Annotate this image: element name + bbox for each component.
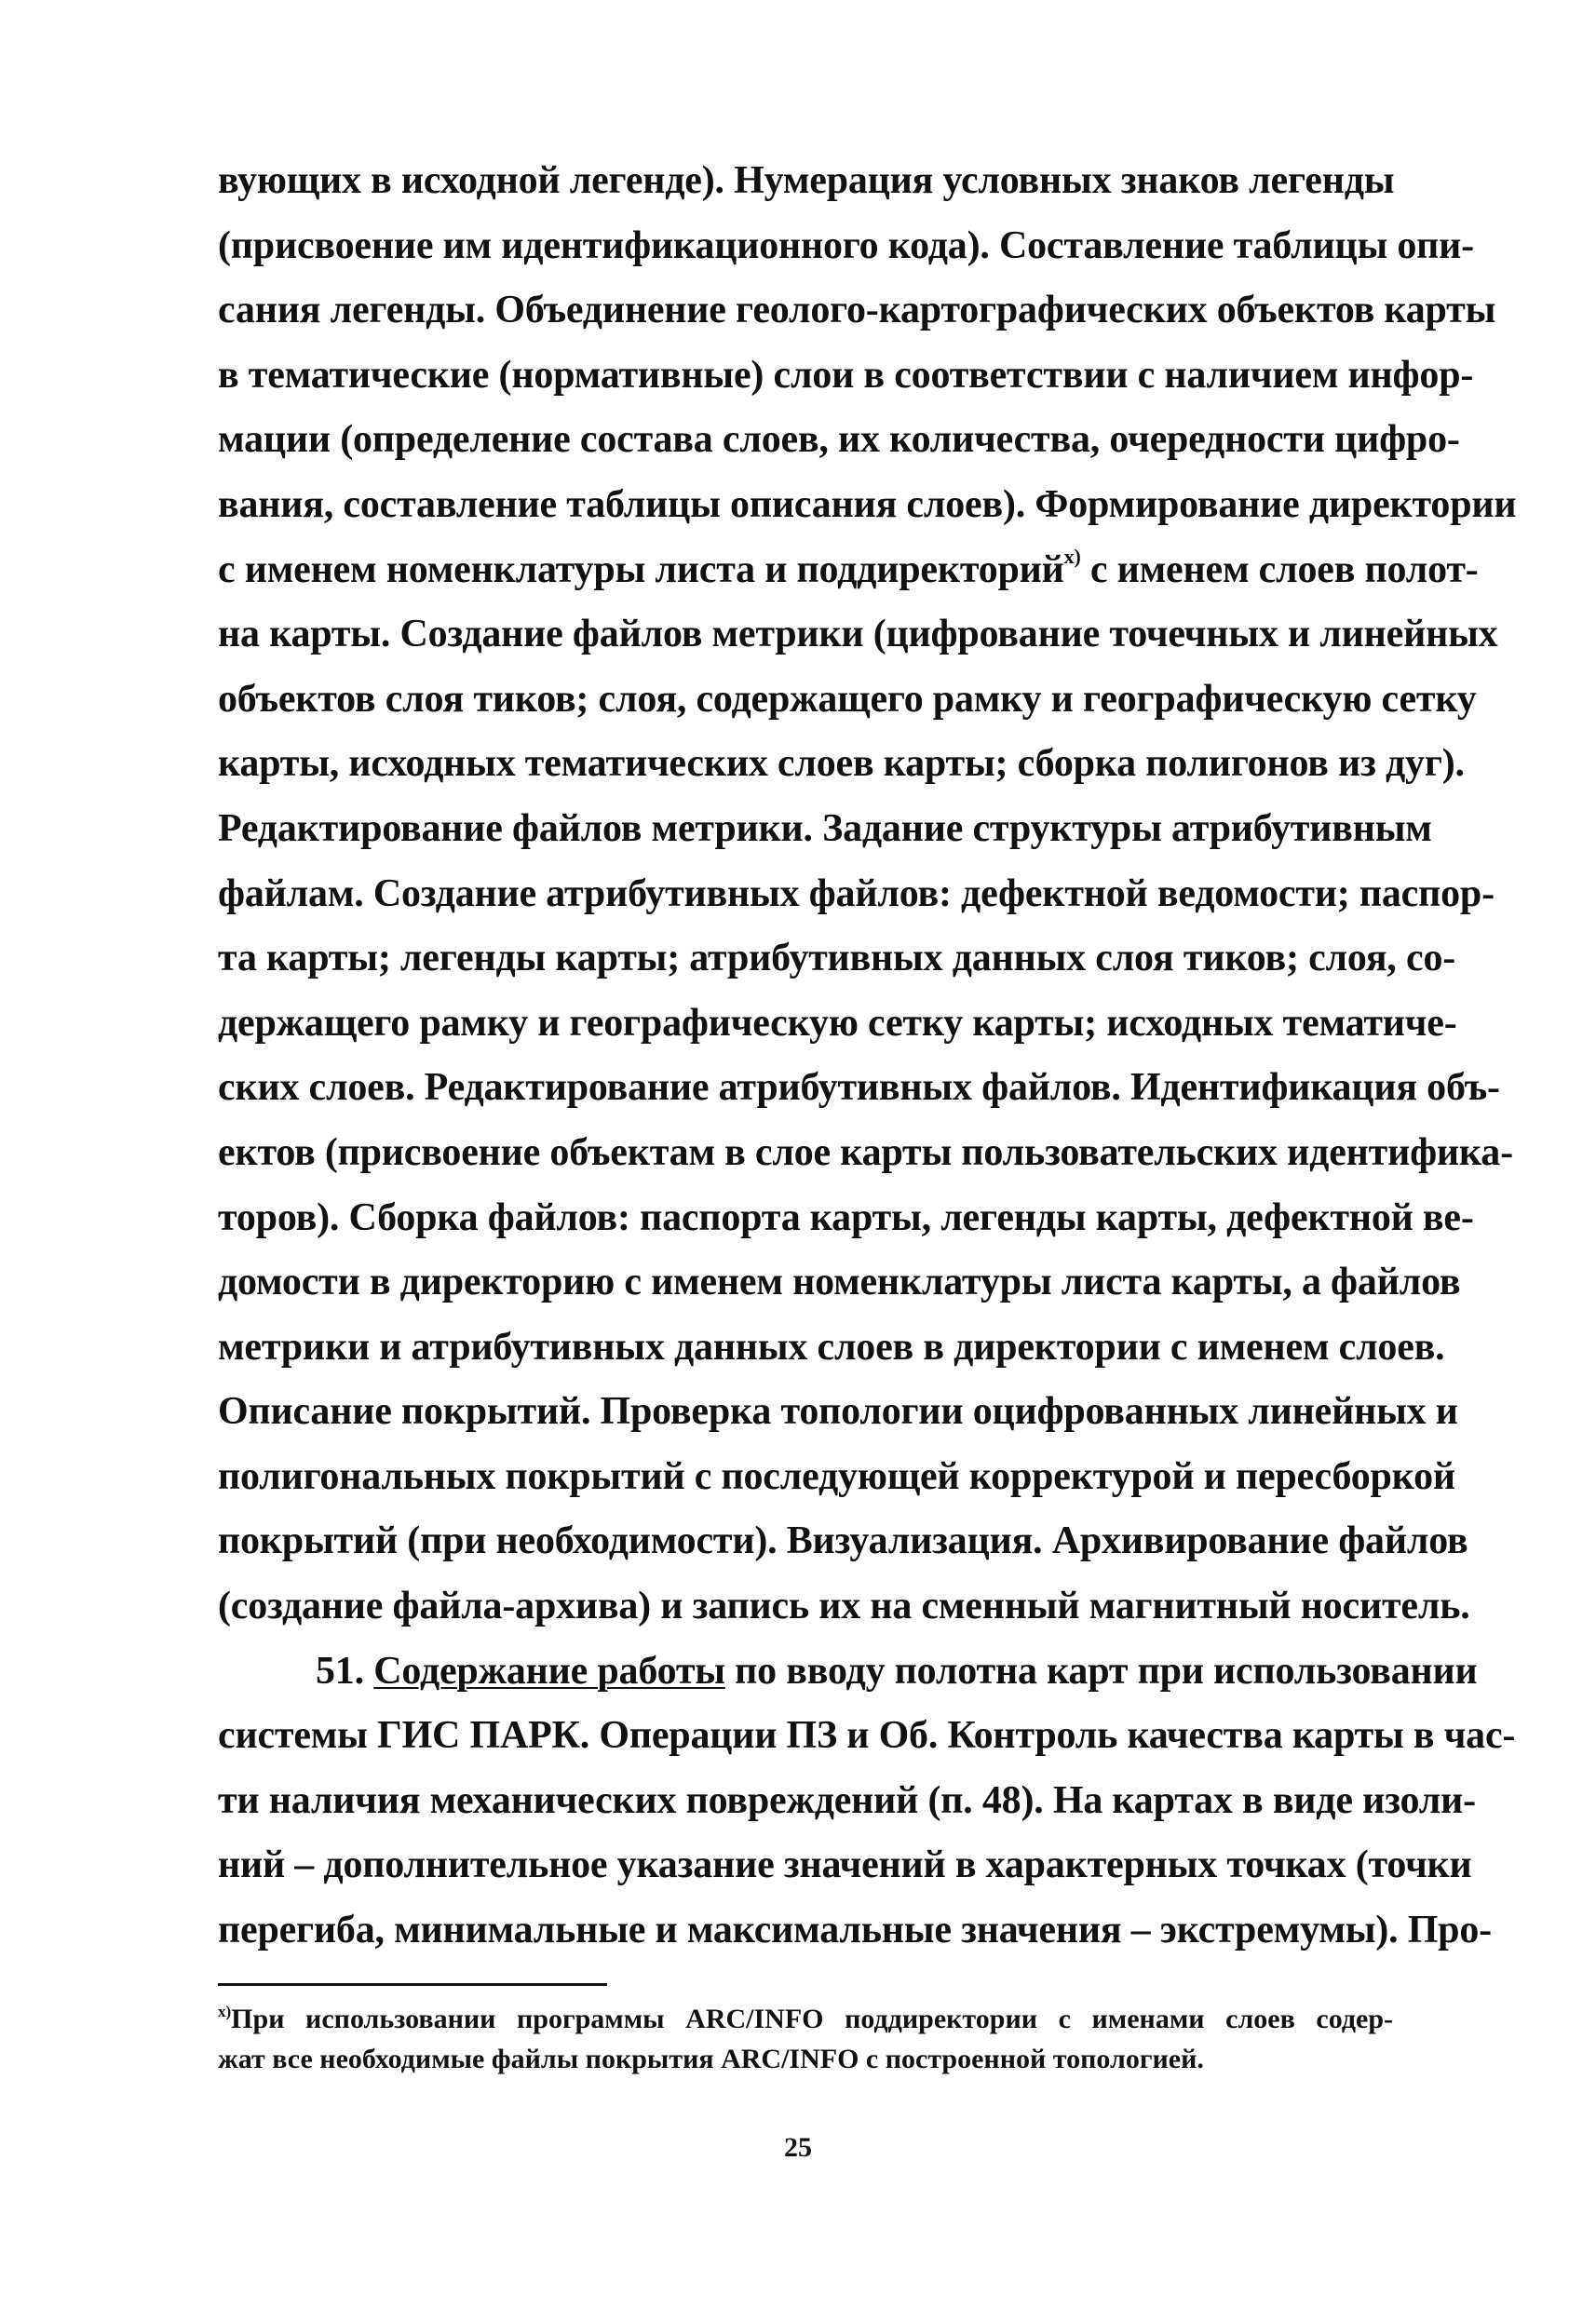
text-line: Описание покрытий. Проверка топологии оцифрованных линейных и: [218, 1390, 1458, 1434]
footnote-divider: [218, 1983, 607, 1986]
text-line: полигональных покрытий с последующей корректурой и пересборкой: [218, 1454, 1455, 1498]
text-line: системы ГИС ПАРК. Операции ПЗ и Об. Контроль качества карты в час-: [218, 1714, 1516, 1758]
text-line: на карты. Создание файлов метрики (цифрование точечных и линейных: [218, 613, 1498, 656]
text-line: держащего рамку и географическую сетку карты; исходных тематиче-: [218, 1001, 1457, 1045]
text-line: ний – дополнительное указание значений в характерных точках (точки: [218, 1843, 1472, 1887]
section-51-first-line: [218, 1640, 1478, 1705]
text-line: (присвоение им идентификационного кода). Составление таблицы опи-: [218, 223, 1474, 267]
text-line: ектов (присвоение объектам в слое карты пользовательских идентифика-: [218, 1130, 1513, 1174]
section-number: 51.: [316, 1649, 364, 1693]
text-line: вания, составление таблицы описания слоев). Формирование директории: [218, 482, 1517, 526]
text-line: перегиба, минимальные и максимальные значения – экстремумы). Про-: [218, 1909, 1492, 1952]
text-line: покрытий (при необходимости). Визуализация. Архивирование файлов: [218, 1519, 1468, 1563]
text-line: вующих в исходной легенде). Нумерация условных знаков легенды: [218, 159, 1395, 202]
text-segment: с именем номенклатуры листа и поддиректорий: [218, 547, 1064, 591]
text-segment: с именем слоев полот-: [1089, 547, 1479, 591]
section-heading-underlined: Содержание работы: [373, 1649, 725, 1693]
text-line: в тематические (нормативные) слои в соответствии с наличием инфор-: [218, 353, 1474, 397]
text-line: объектов слоя тиков; слоя, содержащего рамку и географическую сетку: [218, 677, 1477, 721]
text-line: ти наличия механических повреждений (п. 48). На картах в виде изоли-: [218, 1778, 1476, 1822]
text-line: файлам. Создание атрибутивных файлов: дефектной ведомости; паспор-: [218, 871, 1495, 915]
text-line: домости в директорию с именем номенклатуры листа карты, а файлов: [218, 1261, 1461, 1304]
footnote-text: При использовании программы ARC/INFO поддиректории с именами слоев содер-: [231, 2004, 1393, 2034]
footnote-line: [218, 1999, 1393, 2039]
text-line-with-footnote: [218, 538, 1479, 603]
text-line: та карты; легенды карты; атрибутивных данных слоя тиков; слоя, со-: [218, 937, 1456, 980]
footnote: [218, 1999, 1393, 2079]
footnote-marker: x): [218, 2003, 232, 2020]
text-line: сания легенды. Объединение геолого-картографических объектов карты: [218, 289, 1496, 332]
text-line: метрики и атрибутивных данных слоев в директории с именем слоев.: [218, 1325, 1445, 1369]
text-line: Редактирование файлов метрики. Задание структуры атрибутивным: [218, 806, 1432, 850]
text-line: (создание файла-архива) и запись их на сменный магнитный носитель.: [218, 1585, 1470, 1628]
footnote-marker: x): [1063, 544, 1081, 568]
footnote-line: жат все необходимые файлы покрытия ARC/INFO с построенной топологией.: [218, 2044, 1204, 2074]
text-line: мации (определение состава слоев, их количества, очередности цифро-: [218, 418, 1460, 462]
text-segment: по вводу полотна карт при использовании: [735, 1649, 1478, 1693]
text-line: карты, исходных тематических слоев карты; сборка полигонов из дуг).: [218, 742, 1465, 786]
text-line: торов). Сборка файлов: паспорта карты, легенды карты, дефектной ве-: [218, 1195, 1474, 1239]
main-text: [218, 149, 1517, 1964]
text-line: ских слоев. Редактирование атрибутивных файлов. Идентификация объ-: [218, 1066, 1500, 1110]
page-number: 25: [784, 2132, 812, 2163]
